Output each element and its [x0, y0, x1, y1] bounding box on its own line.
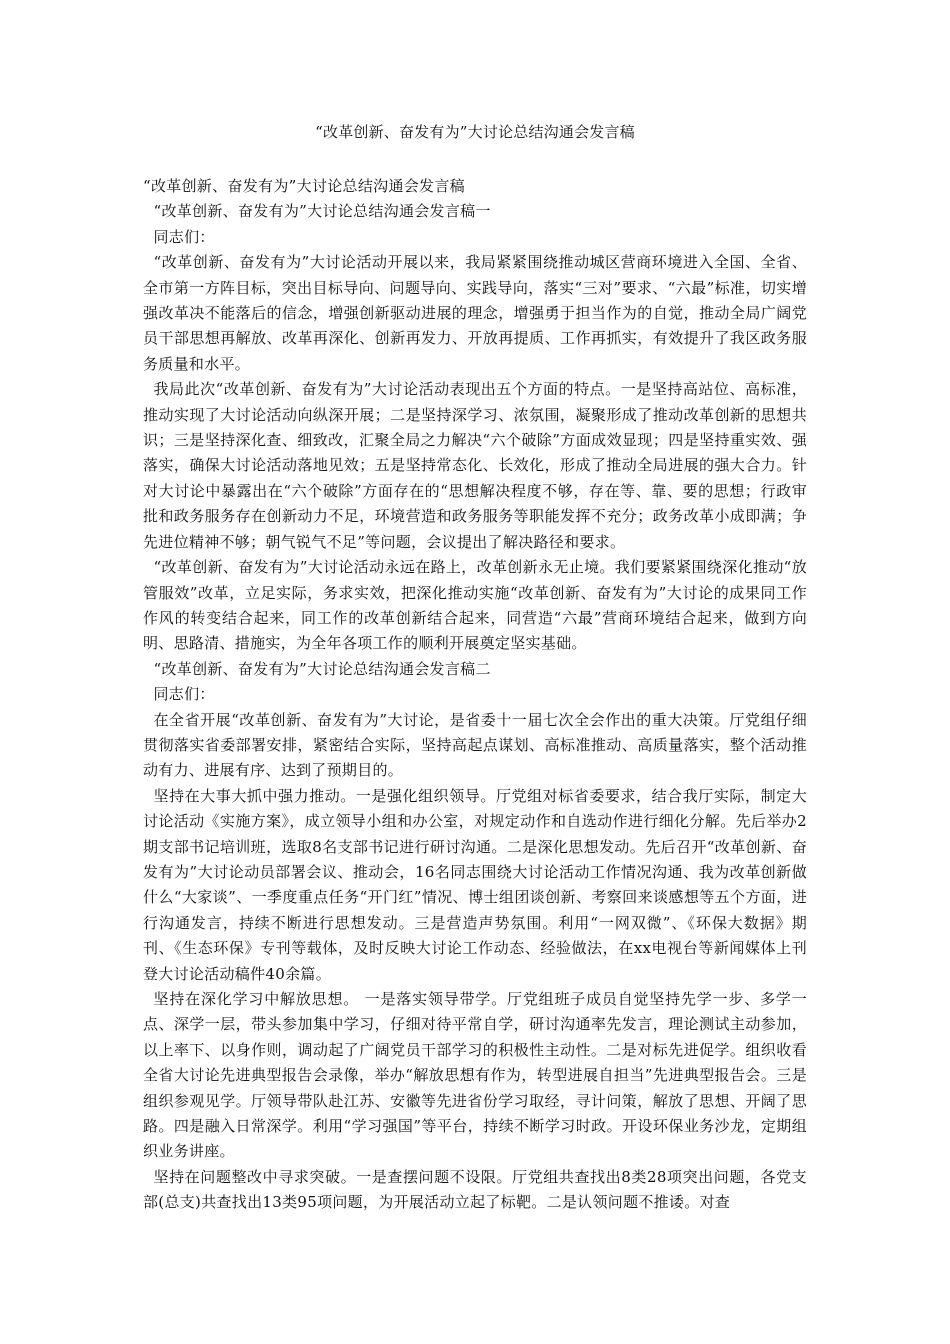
paragraph: “改革创新、奋发有为”大讨论活动开展以来，我局紧紧围绕推动城区营商环境进入全国、全省、全市第一方阵目标，突出目标导向、问题导向、实践导向，落实“三对”要求、“六最”标准，切实增强改革决不能落后的信念，增强创新驱动进展的理念，增强勇于担当作为的自觉，推动全局广阔党员干部思想再解放、改革再深化、创新再发力、开放再提质、工作再抓实，有效提升了我区政务服务质量和水平。 — [143, 253, 807, 373]
heading-speech-two: “改革创新、奋发有为”大讨论总结沟通会发言稿二 — [153, 659, 491, 678]
heading-main: “改革创新、奋发有为”大讨论总结沟通会发言稿 — [143, 177, 465, 195]
paragraph: 坚持在深化学习中解放思想。 一是落实领导带学。厅党组班子成员自觉坚持先学一步、多学一点、深学一层，带头参加集中学习，仔细对待平常自学，研讨沟通率先发言，理论测试主动参加，以上率下、以身作则，调动起了广阔党员干部学习的积极性主动性。二是对标先进促学。组织收看全省大讨论先进典型报告会录像，举办“解放思想有作为，转型进展自担当”先进典型报告会。三是组织参观见学。厅领导带队赴江苏、安徽等先进省份学习取经，寻计问策，解放了思想、开阔了思路。四是融入日常深学。利用“学习强国”等平台，持续不断学习时政。开设环保业务沙龙，定期组织业务讲座。 — [143, 990, 807, 1161]
salutation: 同志们： — [153, 227, 215, 246]
paragraph: 坚持在问题整改中寻求突破。一是查摆问题不设限。厅党组共查找出8类28项突出问题，各党支部(总支)共查找出13类95项问题，为开展活动立起了标靶。二是认领问题不推诿。对查 — [143, 1167, 807, 1212]
document-body — [143, 174, 807, 1216]
paragraph: 坚持在大事大抓中强力推动。一是强化组织领导。厅党组对标省委要求，结合我厅实际，制定大讨论活动《实施方案》，成立领导小组和办公室，对规定动作和自选动作进行细化分解。先后举办2期支部书记培训班，选取8名支部书记进行研讨沟通。二是深化思想发动。先后召开“改革创新、奋发有为”大讨论动员部署会议、推动会，16名同志围绕大讨论活动工作情况沟通、我为改革创新做什么“大家谈”、一季度重点任务“开门红”情况、博士组团谈创新、考察回来谈感想等五个方面，进行沟通发言，持续不断进行思想发动。三是营造声势氛围。利用“一网双微”、《环保大数据》期刊、《生态环保》专刊等载体，及时反映大讨论工作动态、经验做法，在xx电视台等新闻媒体上刊登大讨论活动稿件40余篇。 — [143, 786, 807, 983]
heading-speech-one: “改革创新、奋发有为”大讨论总结沟通会发言稿一 — [153, 202, 491, 221]
salutation: 同志们： — [153, 685, 215, 704]
document-title: “改革创新、奋发有为”大讨论总结沟通会发言稿 — [315, 123, 635, 141]
paragraph: “改革创新、奋发有为”大讨论活动永远在路上，改革创新永无止境。我们要紧紧围绕深化推动“放管服效”改革，立足实际，务求实效，把深化推动实施“改革创新、奋发有为”大讨论的成果同工作作风的转变结合起来，同工作的改革创新结合起来，同营造“六最”营商环境结合起来，做到方向明、思路清、措施实，为全年各项工作的顺利开展奠定坚实基础。 — [143, 558, 807, 653]
paragraph: 我局此次“改革创新、奋发有为”大讨论活动表现出五个方面的特点。一是坚持高站位、高标准，推动实现了大讨论活动向纵深开展；二是坚持深学习、浓氛围，凝聚形成了推动改革创新的思想共识；三是坚持深化查、细致改，汇聚全局之力解决“六个破除”方面成效显现；四是坚持重实效、强落实，确保大讨论活动落地见效；五是坚持常态化、长效化，形成了推动全局进展的强大合力。针对大讨论中暴露出在“六个破除”方面存在的“思想解决程度不够，存在等、靠、要的思想；行政审批和政务服务存在创新动力不足，环境营造和政务服务等职能发挥不充分；政务改革小成即满；争先进位精神不够；朝气锐气不足”等问题，会议提出了解决路径和要求。 — [143, 380, 807, 551]
paragraph: 在全省开展“改革创新、奋发有为”大讨论，是省委十一届七次全会作出的重大决策。厅党组仔细贯彻落实省委部署安排，紧密结合实际，坚持高起点谋划、高标准推动、高质量落实，整个活动推动有力、进展有序、达到了预期目的。 — [143, 710, 807, 780]
